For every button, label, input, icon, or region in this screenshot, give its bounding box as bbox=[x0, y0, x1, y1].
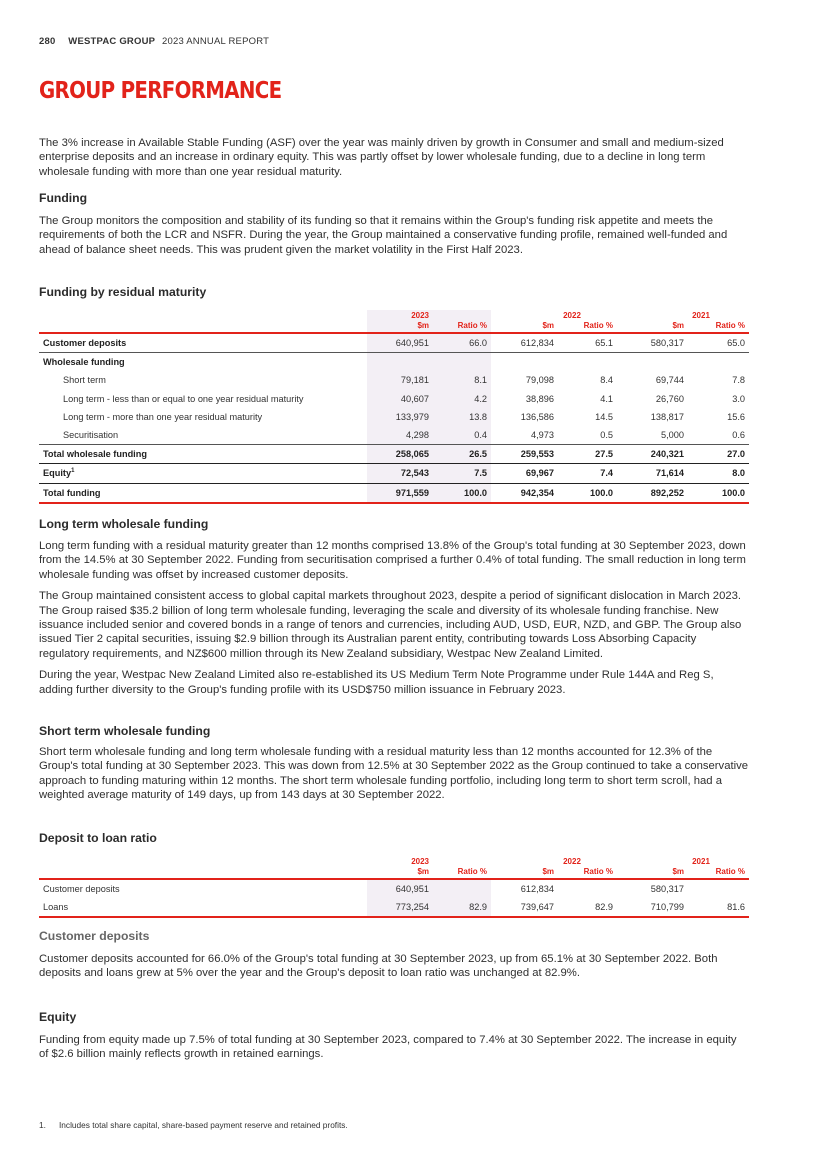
deposit-loan-table bbox=[39, 856, 749, 918]
table-row-loans: Loans 773,254 82.9 739,647 82.9 710,799 81.6 bbox=[39, 898, 749, 917]
funding-section bbox=[39, 191, 749, 257]
year-2023: 2023 bbox=[411, 856, 429, 866]
funding-paragraph: The Group monitors the composition and stability of its funding so that it remains within the Group's funding risk appetite and meets the requirements of both the LCR and NSFR. During the year, the Group maintained a conservative funding profile, remained well-funded and ahead of balance sheet needs. This was prudent given the market volatility in the First Half 2023. bbox=[39, 215, 728, 256]
short-term-paragraph: Short term wholesale funding and long term wholesale funding with a residual maturity less than 12 months accounted for 12.3% of the Group's total funding at 30 September 2023. This was down from 12.5% at 30 September 2022 as the Group continued to take a conservative approach to funding maturing within 12 months. The short term wholesale funding portfolio, including long term to short term scroll, had a weighted average maturity of 149 days, up from 143 days at 30 September 2022. bbox=[39, 746, 749, 802]
col-ratio-2022: Ratio % bbox=[558, 320, 617, 333]
col-ratio-2023: Ratio % bbox=[433, 320, 491, 333]
page-title: GROUP PERFORMANCE bbox=[39, 78, 282, 104]
long-term-paragraph-1: Long term funding with a residual maturity greater than 12 months comprised 13.8% of the Group's total funding at 30 September 2023, down from the 14.5% at 30 September 2022. Funding from securitisation comprised a further 0.4% of total funding. The small reduction in long term wholesale funding was offset by increased customer deposits. bbox=[39, 540, 746, 581]
equity-heading: Equity bbox=[39, 1010, 77, 1024]
table-year-header bbox=[39, 310, 749, 320]
table-row-long-term-le-1yr: Long term - less than or equal to one year residual maturity 40,607 4.2 38,896 4.1 26,760 3.0 bbox=[39, 390, 749, 408]
footnote-ref: 1 bbox=[71, 468, 75, 475]
equity-section bbox=[39, 1010, 749, 1062]
table-row-wholesale-funding: Wholesale funding bbox=[39, 353, 749, 372]
table-row-customer-deposits: Customer deposits 640,951 612,834 580,317 bbox=[39, 879, 749, 898]
intro-section bbox=[39, 136, 749, 179]
equity-paragraph: Funding from equity made up 7.5% of total funding at 30 September 2023, compared to 7.4% at 30 September 2022. The increase in equity of $2.6 billion mainly reflects growth in retained earnings. bbox=[39, 1034, 737, 1061]
deposit-loan-section bbox=[39, 831, 749, 918]
customer-deposits-heading: Customer deposits bbox=[39, 929, 150, 943]
col-sm-2021: $m bbox=[617, 320, 688, 333]
funding-by-maturity-table bbox=[39, 310, 749, 504]
short-term-section bbox=[39, 724, 749, 803]
footnote-number: 1. bbox=[39, 1120, 46, 1130]
year-2021: 2021 bbox=[692, 310, 710, 320]
long-term-paragraph-2: The Group maintained consistent access to global capital markets throughout 2023, despite a period of significant dislocation in March 2023. The Group raised $35.2 billion of long term wholesale funding, leveraging the scale and diversity of its wholesale funding franchise. New issuance included senior and covered bonds in a range of tenors and currencies, including AUD, USD, EUR, NZD, and GBP. The Group also issued Tier 2 capital securities, issuing $2.9 billion through its Australian parent entity, contributing towards Loss Absorbing Capacity regulatory requirements, and NZ$600 million through its New Zealand subsidiary, Westpac New Zealand Limited. bbox=[39, 590, 742, 660]
col-sm-2023: $m bbox=[367, 320, 433, 333]
footnote bbox=[39, 1120, 348, 1130]
table-row-customer-deposits: Customer deposits 640,951 66.0 612,834 65.1 580,317 65.0 bbox=[39, 333, 749, 353]
running-header bbox=[39, 36, 269, 47]
long-term-heading: Long term wholesale funding bbox=[39, 517, 209, 531]
deposit-loan-heading: Deposit to loan ratio bbox=[39, 831, 157, 845]
table-row-short-term: Short term 79,181 8.1 79,098 8.4 69,744 7.8 bbox=[39, 371, 749, 389]
table-row-long-term-gt-1yr: Long term - more than one year residual maturity 133,979 13.8 136,586 14.5 138,817 15.6 bbox=[39, 408, 749, 426]
table-row-equity: Equity$^1$ 72,543 7.5 69,967 7.4 71,614 8.0 bbox=[39, 464, 749, 483]
report-name: 2023 ANNUAL REPORT bbox=[162, 36, 270, 47]
col-ratio-2021: Ratio % bbox=[688, 320, 749, 333]
footnote-text: Includes total share capital, share-based payment reserve and retained profits. bbox=[59, 1120, 348, 1130]
table-row-total-funding: Total funding 971,559 100.0 942,354 100.0 892,252 100.0 bbox=[39, 483, 749, 503]
year-2023: 2023 bbox=[367, 310, 433, 320]
funding-by-maturity-section bbox=[39, 285, 749, 504]
year-2022: 2022 bbox=[563, 856, 581, 866]
year-2022: 2022 bbox=[563, 310, 581, 320]
company-name: WESTPAC GROUP bbox=[68, 36, 156, 47]
year-2021: 2021 bbox=[692, 856, 710, 866]
page-number: 280 bbox=[39, 36, 56, 47]
short-term-heading: Short term wholesale funding bbox=[39, 724, 211, 738]
customer-deposits-section bbox=[39, 929, 749, 981]
table-column-header: $m Ratio % $m Ratio % $m Ratio % bbox=[39, 866, 749, 879]
table-row-total-wholesale: Total wholesale funding 258,065 26.5 259,553 27.5 240,321 27.0 bbox=[39, 445, 749, 464]
table-year-header bbox=[39, 856, 749, 866]
long-term-section bbox=[39, 517, 749, 697]
table-column-header bbox=[39, 320, 749, 333]
table-row-securitisation: Securitisation 4,298 0.4 4,973 0.5 5,000 0.6 bbox=[39, 426, 749, 445]
col-sm-2022: $m bbox=[491, 320, 558, 333]
funding-heading: Funding bbox=[39, 191, 88, 205]
funding-table-heading: Funding by residual maturity bbox=[39, 285, 207, 299]
customer-deposits-paragraph: Customer deposits accounted for 66.0% of the Group's total funding at 30 September 2023, up from 65.1% at 30 September 2022. Both deposits and loans grew at 5% over the year and the Group's deposit to loan ratio was unchanged at 82.9%. bbox=[39, 953, 718, 980]
intro-paragraph: The 3% increase in Available Stable Funding (ASF) over the year was mainly driven by growth in Consumer and small and medium-sized enterprise deposits and an increase in ordinary equity. This was partly offset by lower wholesale funding, due to a decline in long term wholesale funding with more than one year residual maturity. bbox=[39, 137, 724, 178]
long-term-paragraph-3: During the year, Westpac New Zealand Limited also re-established its US Medium Term Note Programme under Rule 144A and Reg S, adding further diversity to the Group's funding profile with its USD$750 million issuance in February 2023. bbox=[39, 669, 714, 696]
